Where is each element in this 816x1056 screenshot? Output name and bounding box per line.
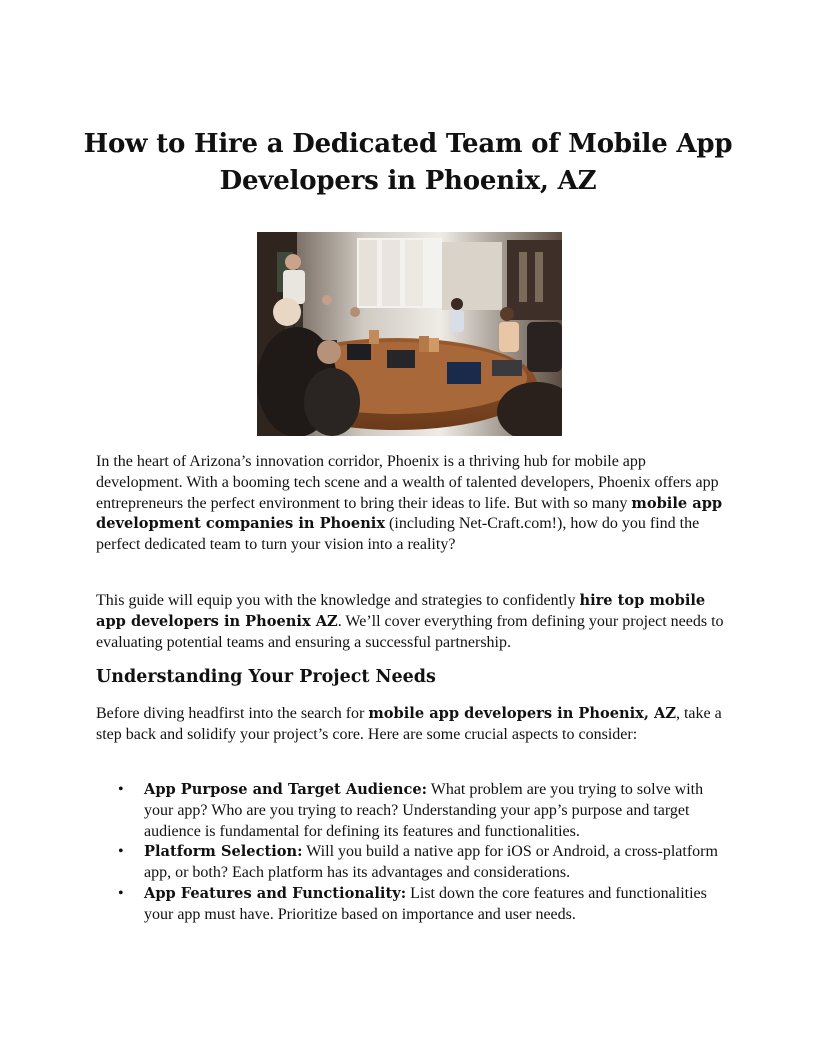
section-heading: Understanding Your Project Needs bbox=[96, 667, 436, 687]
intro-paragraph-1 bbox=[96, 452, 724, 556]
intro-1-text-b: (including Net-Craft.com!), how do you find the perfect dedicated team to turn your vision into a reality? bbox=[96, 515, 700, 554]
section-intro-paragraph bbox=[96, 704, 724, 746]
list-item-label: Platform Selection: bbox=[144, 843, 303, 861]
list-item bbox=[96, 842, 724, 884]
bullet-icon: • bbox=[118, 884, 124, 902]
list-item bbox=[96, 884, 724, 926]
list-item-label: App Features and Functionality: bbox=[144, 884, 407, 902]
bullet-icon: • bbox=[118, 843, 124, 861]
bullet-icon: • bbox=[118, 781, 124, 798]
list-item bbox=[96, 780, 724, 842]
intro-paragraph-2 bbox=[96, 591, 724, 653]
list-item-text: What problem are you trying to solve with your app? Who are you trying to reach? Understanding your app’s purpose and target audience is fundamental for defining its features and functionalities. bbox=[144, 781, 704, 840]
list-item-text: List down the core features and functionalities your app must have. Prioritize based on importance and user needs. bbox=[144, 884, 707, 923]
page-title-line-2: Developers in Phoenix, AZ bbox=[219, 166, 597, 196]
intro-2-text-a: This guide will equip you with the knowledge and strategies to confidently bbox=[96, 592, 580, 609]
intro-2-bold: hire top mobile app developers in Phoenix AZ bbox=[96, 592, 706, 630]
list-item-label: App Purpose and Target Audience: bbox=[144, 781, 428, 798]
team-meeting-photo bbox=[257, 232, 562, 436]
page-title-line-1: How to Hire a Dedicated Team of Mobile App bbox=[83, 129, 733, 159]
considerations-list bbox=[96, 780, 724, 926]
page-title bbox=[80, 126, 736, 200]
intro-1-bold: mobile app development companies in Phoenix bbox=[96, 494, 723, 533]
intro-1-text-a: In the heart of Arizona’s innovation corridor, Phoenix is a thriving hub for mobile app development. With a booming tech scene and a wealth of talented developers, Phoenix offers app entrepreneurs the perfect environment to bring their ideas to life. But with so many bbox=[96, 453, 719, 512]
section-intro-bold: mobile app developers in Phoenix, AZ bbox=[368, 705, 676, 722]
intro-2-text-b: . We’ll cover everything from defining your project needs to evaluating potential teams and ensuring a successful partnership. bbox=[96, 612, 724, 651]
list-item-text: Will you build a native app for iOS or Android, a cross-platform app, or both? Each platform has its advantages and considerations. bbox=[144, 843, 718, 882]
section-intro-text-a: Before diving headfirst into the search for bbox=[96, 705, 369, 722]
section-intro-text-b: , take a step back and solidify your project’s core. Here are some crucial aspects to consider: bbox=[96, 705, 722, 743]
